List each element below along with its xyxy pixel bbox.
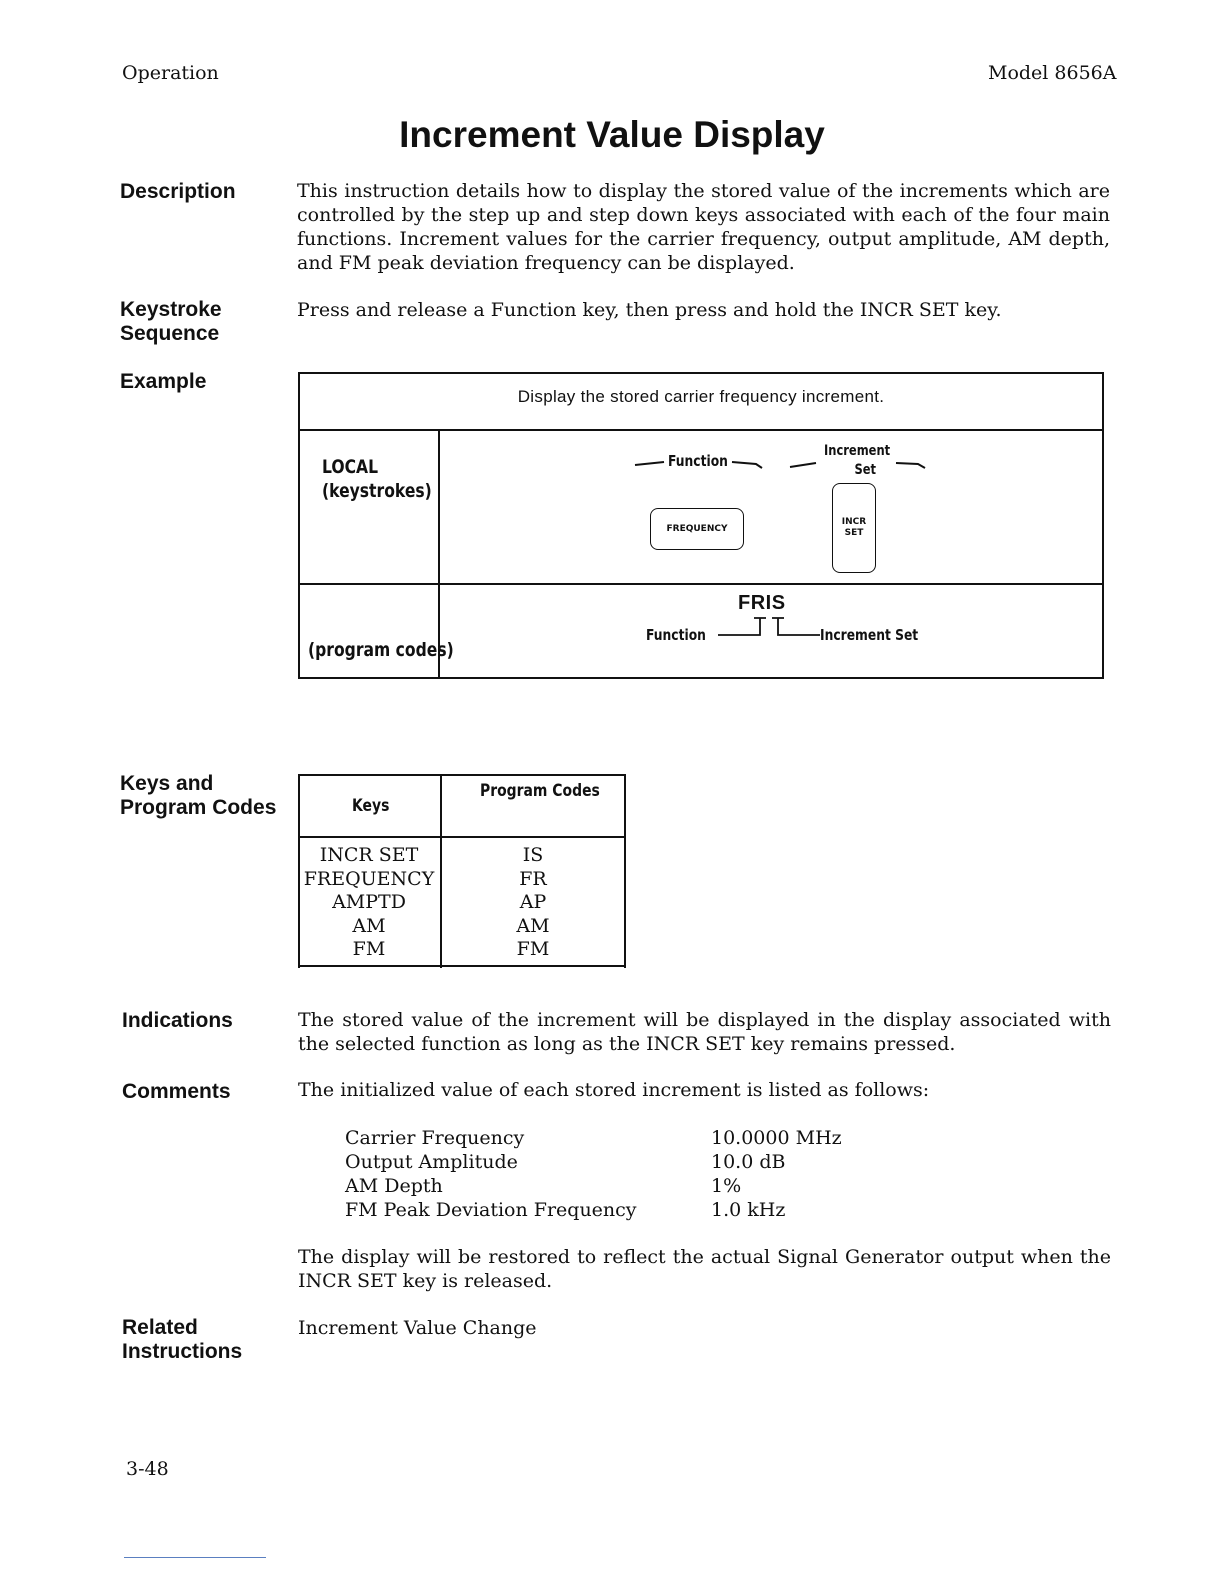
- keys-codes-label: Keys and Program Codes: [120, 772, 277, 819]
- description-label: Description: [120, 180, 236, 203]
- key-cell: AMPTD: [332, 891, 406, 914]
- running-header-section: Operation: [122, 62, 219, 84]
- indications-label: Indications: [122, 1009, 233, 1032]
- value-amount: 10.0000 MHz: [711, 1127, 842, 1149]
- keystroke-label: Keystroke Sequence: [120, 298, 222, 345]
- value-name: FM Peak Deviation Frequency: [345, 1199, 637, 1221]
- comments-label: Comments: [122, 1080, 231, 1103]
- related-label: Related Instructions: [122, 1316, 243, 1363]
- col-keys-header: Keys: [352, 796, 390, 816]
- incr-set-key[interactable]: INCR SET: [832, 483, 876, 573]
- frequency-key[interactable]: FREQUENCY: [650, 508, 744, 550]
- key-cell: INCR SET: [319, 844, 419, 866]
- code-cell: AM: [516, 914, 550, 937]
- function-label: Function: [668, 452, 728, 470]
- comments-closing: The display will be restored to reflect the actual Signal Generator output when the INCR SET key is released.: [298, 1246, 1111, 1292]
- codes-column: [442, 844, 624, 962]
- page-number: 3-48: [126, 1458, 169, 1480]
- related-link[interactable]: Increment Value Change: [298, 1317, 537, 1339]
- col-codes-header: Program Codes: [480, 781, 600, 801]
- keys-table: [298, 774, 626, 968]
- running-header-model: Model 8656A: [988, 62, 1117, 84]
- example-box: [298, 372, 1104, 679]
- value-name: AM Depth: [345, 1175, 443, 1197]
- code-cell: FR: [519, 867, 547, 890]
- value-name: Output Amplitude: [345, 1151, 518, 1173]
- program-code-fris: FRIS: [738, 592, 786, 614]
- code-brackets: [708, 614, 828, 640]
- code-increment-label: Increment Set: [820, 626, 919, 644]
- value-amount: 1%: [711, 1175, 742, 1197]
- comments-intro: The initialized value of each stored increment is listed as follows:: [298, 1079, 930, 1101]
- page-title: Increment Value Display: [399, 114, 825, 155]
- indications-text: The stored value of the increment will be displayed in the display associated with the selected function as long as the INCR SET key remains pressed.: [298, 1009, 1111, 1055]
- example-label: Example: [120, 370, 207, 393]
- keystroke-text: Press and release a Function key, then press and hold the INCR SET key.: [297, 299, 1002, 321]
- increment-set-label: Increment Set: [824, 443, 891, 478]
- example-caption: Display the stored carrier frequency increment.: [517, 387, 885, 406]
- code-cell: IS: [522, 844, 544, 866]
- value-amount: 10.0 dB: [711, 1151, 786, 1173]
- code-cell: FM: [516, 938, 550, 961]
- footer-rule: [124, 1557, 266, 1558]
- code-cell: AP: [519, 891, 547, 914]
- description-text: This instruction details how to display the stored value of the increments which are controlled by the step up and step down keys associated with each of the four main functions. Increment values for the carrier frequency, output amplitude, AM depth, and FM peak deviation frequency can be displayed.: [297, 180, 1110, 274]
- value-amount: 1.0 kHz: [711, 1199, 786, 1221]
- keys-column: [298, 844, 440, 962]
- program-codes-label: (program codes): [308, 639, 454, 661]
- code-function-label: Function: [646, 626, 706, 644]
- local-keystrokes-label: LOCAL (keystrokes): [322, 456, 432, 502]
- key-cell: AM: [352, 914, 386, 937]
- value-name: Carrier Frequency: [345, 1127, 525, 1149]
- key-cell: FREQUENCY: [303, 867, 435, 890]
- key-cell: FM: [352, 938, 386, 961]
